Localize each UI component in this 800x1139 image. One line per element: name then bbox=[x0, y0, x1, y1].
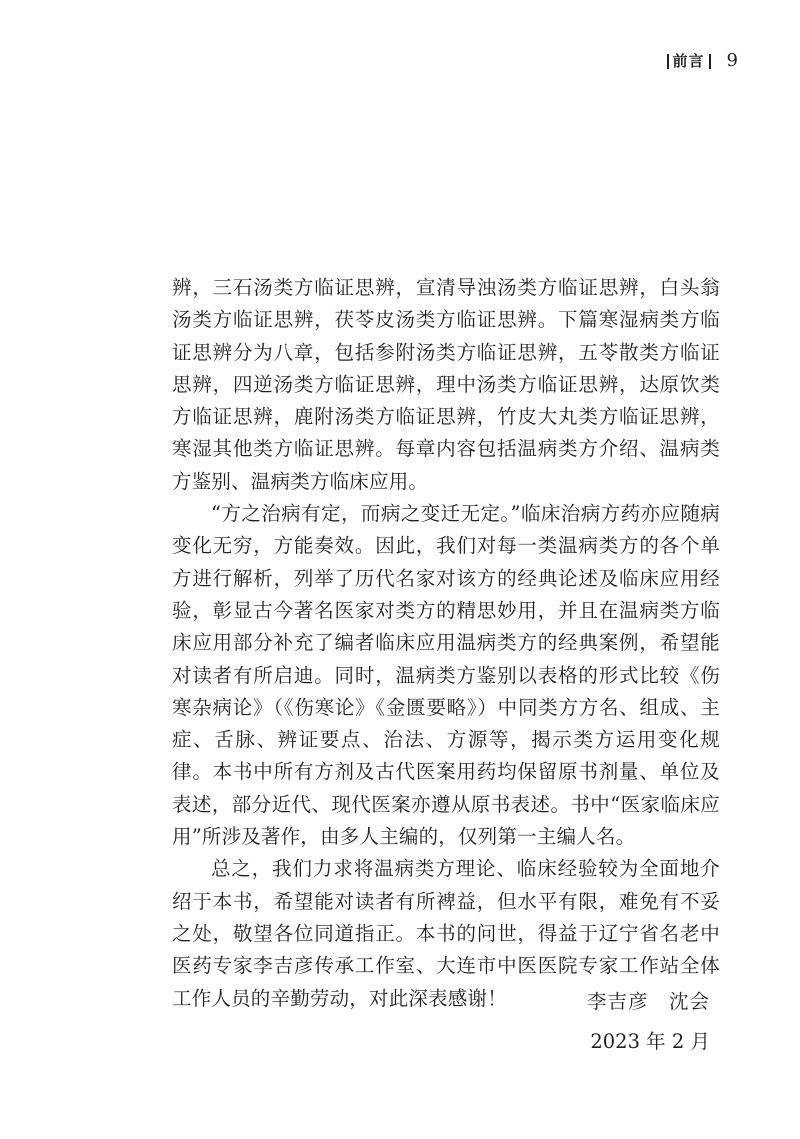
page-number: 9 bbox=[726, 50, 738, 71]
section-title: 前言 bbox=[672, 52, 705, 70]
paragraph: 总之，我们力求将温病类方理论、临床经验较为全面地介绍于本书，希望能对读者有所裨益，但水平有限，难免有不妥之处，敬望各位同道指正。本书的问世，得益于辽宁省名老中医药专家李吉彦传承工作室、大连市中医医院专家工作站全体工作人员的辛勤劳动，对此深表感谢！ bbox=[172, 857, 720, 1010]
signature-date: 2023 年 2 月 bbox=[590, 1030, 710, 1053]
paragraph: “方之治病有定，而病之变迁无定。”临床治病方药亦应随病变化无穷，方能奏效。因此，我们对每一类温病类方的各个单方进行解析，列举了历代名家对该方的经典论述及临床应用经验，彰显古今著名医家对类方的精思妙用，并且在温病类方临床应用部分补充了编者临床应用温病类方的经典案例，希望能对读者有所启迪。同时，温病类方鉴别以表格的形式比较《伤寒杂病论》（《伤寒论》《金匮要略》）中同类方方名、组成、主症、舌脉、辨证要点、治法、方源等，揭示类方运用变化规律。本书中所有方剂及古代医案用药均保留原书剂量、单位及表述，部分近代、现代医案亦遵从原书表述。书中“医家临床应用”所涉及著作，由多人主编的，仅列第一主编人名。 bbox=[172, 502, 720, 849]
author-names: 李吉彦 沈会 bbox=[586, 990, 710, 1013]
header-left-rule bbox=[667, 54, 669, 69]
header-right-rule bbox=[709, 54, 711, 69]
body-text bbox=[172, 272, 720, 1015]
paragraph-continued: 辨，三石汤类方临证思辨，宣清导浊汤类方临证思辨，白头翁汤类方临证思辨，茯苓皮汤类方临证思辨。下篇寒湿病类方临证思辨分为八章，包括参附汤类方临证思辨，五苓散类方临证思辨，四逆汤类方临证思辨，理中汤类方临证思辨，达原饮类方临证思辨，鹿附汤类方临证思辨，竹皮大丸类方临证思辨，寒湿其他类方临证思辨。每章内容包括温病类方介绍、温病类方鉴别、温病类方临床应用。 bbox=[172, 276, 720, 493]
running-header bbox=[663, 48, 738, 74]
signature-block bbox=[587, 984, 710, 1060]
